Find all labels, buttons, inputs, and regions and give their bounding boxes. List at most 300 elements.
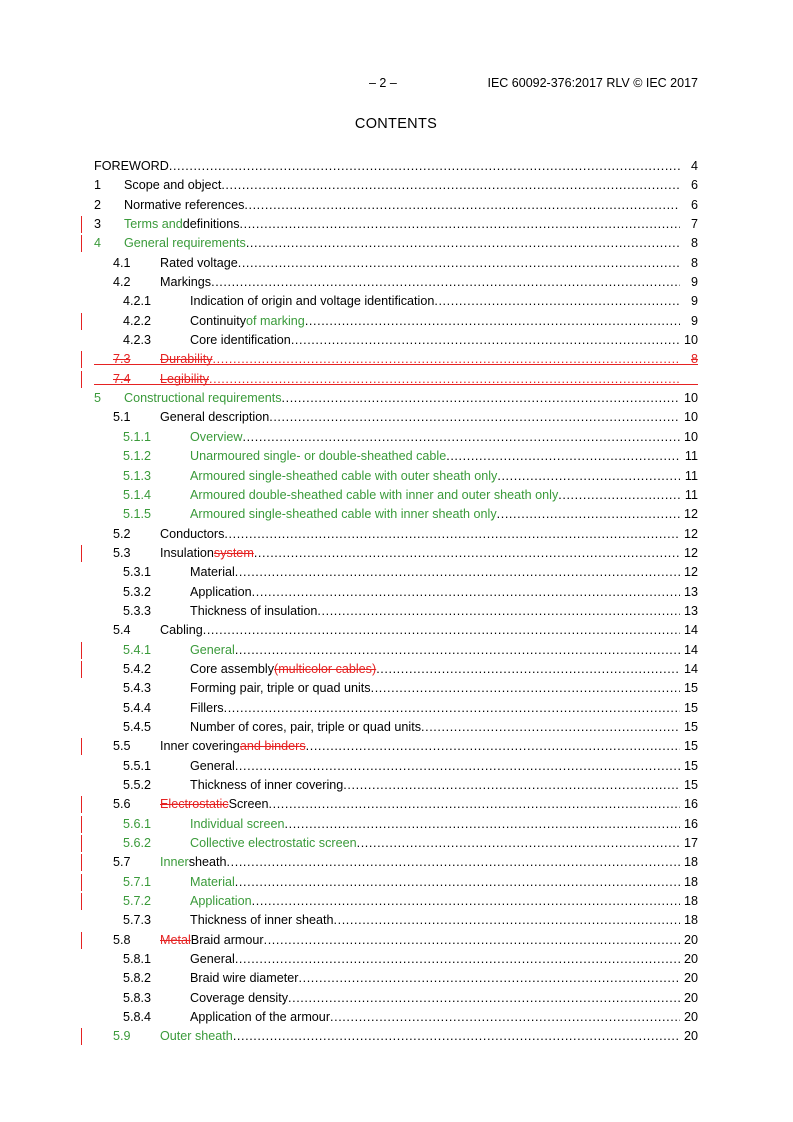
toc-page-number: 20 [683,990,698,1005]
toc-number: 2 [94,197,102,212]
toc-entry[interactable] [94,273,698,292]
toc-number: 4.1 [113,255,131,270]
dot-leader [330,1008,680,1027]
toc-label [190,776,680,795]
toc-entry[interactable] [94,757,698,776]
dot-leader [434,292,680,311]
page-number: – 2 – [369,76,397,90]
toc-page-number: 14 [683,661,698,676]
dot-leader [169,157,680,176]
toc-entry[interactable] [94,408,698,427]
toc-label [190,641,680,660]
toc-label [190,969,680,988]
toc-label [190,699,680,718]
toc-entry[interactable] [94,215,698,234]
toc-entry[interactable] [94,583,698,602]
toc-label-text: General description [160,410,270,425]
toc-number: 5.3 [113,545,131,560]
dot-leader [224,525,680,544]
toc-page-number: 8 [690,255,698,270]
dot-leader [497,467,680,486]
toc-label-text: General [190,758,235,773]
dot-leader [558,486,680,505]
toc-label [190,447,680,466]
dot-leader [203,621,680,640]
toc-entry[interactable] [94,679,698,698]
toc-page-number: 15 [683,681,698,696]
toc-entry[interactable] [94,563,698,582]
page-header [94,76,698,92]
toc-label-text: Cabling [160,623,203,638]
toc-label-text: Material [190,874,235,889]
toc-label [124,389,680,408]
toc-page-number: 10 [683,410,698,425]
change-bar [81,216,82,233]
toc-page-number: 16 [683,797,698,812]
toc-label-text: Forming pair, triple or quad units [190,681,371,696]
toc-entry[interactable] [94,331,698,350]
toc-label [190,873,680,892]
toc-number: 5.5.1 [123,758,152,773]
toc-entry[interactable] [94,737,698,756]
toc-label-text: Coverage density [190,990,289,1005]
toc-label-text: Electrostatic [160,797,229,812]
toc-number: 5.1 [113,410,131,425]
toc-label-text: Durability [160,352,213,367]
toc-label-text: FOREWORD [94,159,169,173]
change-bar [81,738,82,755]
change-bar [81,313,82,330]
dot-leader [235,563,680,582]
toc-entry[interactable] [94,447,698,466]
toc-entry[interactable] [94,254,698,273]
toc-number: 5.8.1 [123,952,152,967]
toc-page-number: 14 [683,642,698,657]
toc-number: 5.6.2 [123,836,152,851]
toc-entry[interactable] [94,621,698,640]
toc-label-text: Thickness of insulation [190,603,318,618]
toc-label [190,602,680,621]
toc-label [160,621,680,640]
toc-label [190,815,680,834]
toc-label [190,892,680,911]
toc-number: 5.1.1 [123,429,152,444]
toc-number: 5.8.3 [123,990,152,1005]
toc-page-number: 9 [690,294,698,309]
toc-label [190,331,680,350]
dot-leader [334,911,680,930]
toc-entry[interactable] [94,370,698,389]
toc-page-number: 11 [684,449,698,464]
toc-number: 5.5 [113,739,131,754]
toc-label [124,176,680,195]
toc-label-text: of marking [246,313,305,328]
toc-label-text: Collective electrostatic screen [190,836,357,851]
toc-entry[interactable] [94,602,698,621]
toc-label-text: Application [190,894,252,909]
dot-leader [357,834,680,853]
toc-number: 5 [94,391,102,406]
toc-label-text: Armoured single-sheathed cable with inner sheath only [190,507,497,522]
toc-number: 5.9 [113,1029,131,1044]
toc-label-text: Armoured single-sheathed cable with outer sheath only [190,468,498,483]
toc-entry[interactable] [94,544,698,563]
toc-label [160,273,680,292]
toc-page-number: 17 [683,836,698,851]
toc-number: 3 [94,217,102,232]
toc-number: 7.4 [113,371,131,386]
toc-page-number: 12 [683,507,698,522]
toc-page-number: 12 [683,545,698,560]
change-bar [81,371,82,388]
toc-entry[interactable] [94,467,698,486]
toc-label-text: (multicolor cables) [274,661,377,676]
toc-page-number: 11 [684,468,698,483]
toc-entry[interactable] [94,989,698,1008]
toc-label-text: Core identification [190,333,291,348]
toc-label-text: Conductors [160,526,225,541]
toc-page-number: 15 [683,700,698,715]
dot-leader [497,505,680,524]
toc-page-number: 10 [683,333,698,348]
dot-leader [305,312,680,331]
toc-label [124,215,680,234]
toc-label [160,254,680,273]
toc-number: 1 [94,178,102,193]
toc-entry[interactable] [94,892,698,911]
toc-label [124,196,680,215]
dot-leader [211,273,680,292]
toc-entry[interactable] [94,525,698,544]
toc-label [160,370,680,389]
toc-page-number: 18 [683,855,698,870]
toc-number: 7.3 [113,352,131,367]
toc-number: 4 [94,236,102,251]
toc-page-number: 18 [683,874,698,889]
toc-label [190,312,680,331]
toc-page-number: 13 [683,584,698,599]
change-bar [81,545,82,562]
toc-label-text: Markings [160,275,212,290]
toc-label-text: Core assembly [190,661,274,676]
toc-label-text: Inner [160,855,189,870]
toc-page-number: 15 [683,778,698,792]
toc-label [160,350,680,369]
dot-leader [235,641,680,660]
dot-leader [238,254,680,273]
toc-entry[interactable] [94,969,698,988]
dot-leader [306,737,680,756]
toc-number: 5.4.4 [123,700,152,715]
toc-label-text: definitions [182,217,240,232]
toc-label-text: General [190,952,235,967]
toc-page-number: 18 [683,913,698,928]
dot-leader [240,215,680,234]
toc-page-number: 4 [690,159,698,173]
toc-label [190,911,680,930]
toc-number: 5.7 [113,855,131,870]
toc-label-text: Fillers [190,700,224,715]
toc-entry[interactable] [94,795,698,814]
dot-leader [254,544,680,563]
toc-entry[interactable] [94,834,698,853]
toc-label-text: Material [190,565,235,580]
toc-number: 5.4.1 [123,642,152,657]
toc-label-text: Rated voltage [160,255,238,270]
toc-label-text: Metal [160,932,191,947]
toc-label [124,234,680,253]
toc-number: 5.4 [113,623,131,638]
dot-leader [235,873,680,892]
toc-page-number: 14 [683,623,698,638]
toc-number: 5.8.4 [123,1010,152,1025]
toc-page-number: 8 [690,236,698,251]
toc-number: 5.4.2 [123,661,152,676]
toc-number: 4.2.2 [123,313,152,328]
toc-number: 5.3.3 [123,603,152,618]
dot-leader [282,389,681,408]
toc-label-text: Application [190,584,252,599]
toc-label-text: General requirements [124,236,246,251]
toc-label-text: Insulation [160,545,214,560]
toc-entry[interactable] [94,486,698,505]
toc-label-text: Continuity [190,313,247,328]
toc-entry[interactable] [94,641,698,660]
toc-page-number: 12 [683,565,698,580]
toc-label-text: Indication of origin and voltage identification [190,294,435,309]
toc-number: 5.6.1 [123,816,152,831]
toc-page-number: 15 [683,719,698,734]
toc-number: 5.7.2 [123,894,152,909]
change-bar [81,796,82,813]
toc-page-number: 20 [683,971,698,986]
toc-label-text: General [190,642,235,657]
dot-leader [269,408,680,427]
toc-label-text: Screen [228,797,269,812]
toc-entry[interactable] [94,660,698,679]
toc-label-text: Application of the armour [190,1010,331,1025]
toc-number: 5.3.2 [123,584,152,599]
toc-label [190,563,680,582]
toc-entry[interactable] [94,815,698,834]
toc-page-number: 15 [683,758,698,773]
toc-entry[interactable] [94,1027,698,1046]
toc-number: 5.2 [113,526,131,541]
contents-title: CONTENTS [354,116,438,132]
toc-page-number: 18 [683,894,698,909]
toc-label [94,157,680,176]
toc-entry[interactable] [94,176,698,195]
toc-page-number: 8 [690,352,698,367]
toc-label-text: Armoured double-sheathed cable with inner and outer sheath only [190,487,559,502]
toc-page-number: 10 [683,391,698,406]
toc-number: 5.1.5 [123,507,152,522]
toc-label [190,679,680,698]
dot-leader [291,331,680,350]
toc-entry[interactable] [94,699,698,718]
toc-page-number: 11 [684,487,698,502]
toc-number: 4.2.3 [123,333,152,348]
toc-entry[interactable] [94,428,698,447]
toc-page-number: 20 [683,932,698,947]
toc-entry[interactable] [94,950,698,969]
toc-label-text: sheath [188,855,227,870]
toc-entry[interactable] [94,389,698,408]
toc-page-number: 20 [683,1029,698,1044]
toc-label [190,505,680,524]
toc-label-text: Overview [190,429,243,444]
change-bar [81,351,82,368]
dot-leader [446,447,680,466]
toc-label [160,931,680,950]
toc-label-text: Individual screen [190,816,285,831]
change-bar [81,235,82,252]
toc-label-text: Normative references [124,197,245,212]
toc-page-number: 13 [683,603,698,618]
toc-label [190,989,680,1008]
toc-label-text: Legibility [160,371,210,386]
change-bar [81,893,82,910]
toc-entry[interactable] [94,718,698,737]
toc-label [160,544,680,563]
dot-leader [213,350,681,369]
toc-entry[interactable] [94,157,698,176]
toc-label-text: Thickness of inner covering [190,778,344,792]
toc-label [190,467,680,486]
toc-page-number: 20 [683,1010,698,1025]
toc-page-number: 6 [690,178,698,193]
toc-number: 5.7.3 [123,913,152,928]
dot-leader [317,602,680,621]
toc-page-number: 16 [683,816,698,831]
toc-entry[interactable] [94,505,698,524]
toc-entry[interactable] [94,1008,698,1027]
toc-entry[interactable] [94,873,698,892]
dot-leader [242,428,680,447]
toc-label-text: Unarmoured single- or double-sheathed cable [190,449,447,464]
dot-leader [209,370,680,389]
change-bar [81,932,82,949]
change-bar [81,1028,82,1045]
dot-leader [285,815,680,834]
toc-label [190,660,680,679]
toc-number: 5.1.3 [123,468,152,483]
toc-label [190,757,680,776]
toc-label-text: Inner covering [160,739,240,754]
change-bar [81,816,82,833]
dot-leader [221,176,680,195]
toc-label-text: system [213,545,254,560]
toc-label [190,292,680,311]
toc-label-text: and binders [239,739,306,754]
toc-number: 5.6 [113,797,131,812]
dot-leader [252,892,680,911]
dot-leader [235,950,680,969]
dot-leader [376,660,680,679]
toc-entry[interactable] [94,234,698,253]
dot-leader [244,196,680,215]
toc-entry[interactable] [94,196,698,215]
table-of-contents [94,157,698,1047]
toc-entry[interactable] [94,931,698,950]
dot-leader [224,699,680,718]
toc-page-number: 20 [683,952,698,967]
toc-number: 5.4.5 [123,719,152,734]
toc-label [190,718,680,737]
document-reference: IEC 60092-376:2017 RLV © IEC 2017 [487,76,698,90]
dot-leader [246,234,680,253]
change-bar [81,661,82,678]
toc-label [160,1027,680,1046]
toc-page-number: 15 [683,739,698,754]
change-bar [81,874,82,891]
toc-page-number: 7 [690,217,698,232]
toc-number: 5.1.4 [123,487,152,502]
toc-page-number: 6 [690,197,698,212]
toc-label [190,583,680,602]
toc-label [190,486,680,505]
toc-number: 4.2.1 [123,294,152,309]
change-bar [81,642,82,659]
toc-label-text: Constructional requirements [124,391,282,406]
toc-number: 5.8 [113,932,131,947]
toc-label-text: Thickness of inner sheath [190,913,334,928]
toc-entry[interactable] [94,776,698,795]
change-bar [81,854,82,871]
dot-leader [252,583,680,602]
dot-leader [299,969,681,988]
dot-leader [421,718,680,737]
dot-leader [235,757,680,776]
toc-label-text: Number of cores, pair, triple or quad units [190,719,421,734]
dot-leader [371,679,680,698]
toc-label [160,737,680,756]
toc-page-number: 12 [683,526,698,541]
toc-label [190,950,680,969]
toc-label [160,795,680,814]
toc-label-text: Terms and [124,217,183,232]
toc-label [190,1008,680,1027]
toc-entry[interactable] [94,312,698,331]
toc-number: 5.7.1 [123,874,152,889]
dot-leader [343,776,680,795]
toc-label [190,428,680,447]
toc-entry[interactable] [94,853,698,872]
toc-number: 5.1.2 [123,449,152,464]
dot-leader [288,989,680,1008]
toc-label [160,853,680,872]
dot-leader [269,795,681,814]
toc-number: 5.4.3 [123,681,152,696]
toc-page-number: 10 [683,429,698,444]
dot-leader [227,853,680,872]
toc-number: 4.2 [113,275,131,290]
toc-label-text: Outer sheath [160,1029,233,1044]
toc-entry[interactable] [94,292,698,311]
toc-number: 5.3.1 [123,565,152,580]
toc-label [160,408,680,427]
toc-label [190,834,680,853]
toc-label-text: Braid armour [190,932,264,947]
change-bar [81,835,82,852]
toc-label-text: Scope and object [124,178,222,193]
toc-entry[interactable] [94,350,698,369]
dot-leader [264,931,680,950]
toc-page-number: 9 [690,313,698,328]
toc-label-text: Braid wire diameter [190,971,299,986]
dot-leader [233,1027,680,1046]
toc-entry[interactable] [94,911,698,930]
